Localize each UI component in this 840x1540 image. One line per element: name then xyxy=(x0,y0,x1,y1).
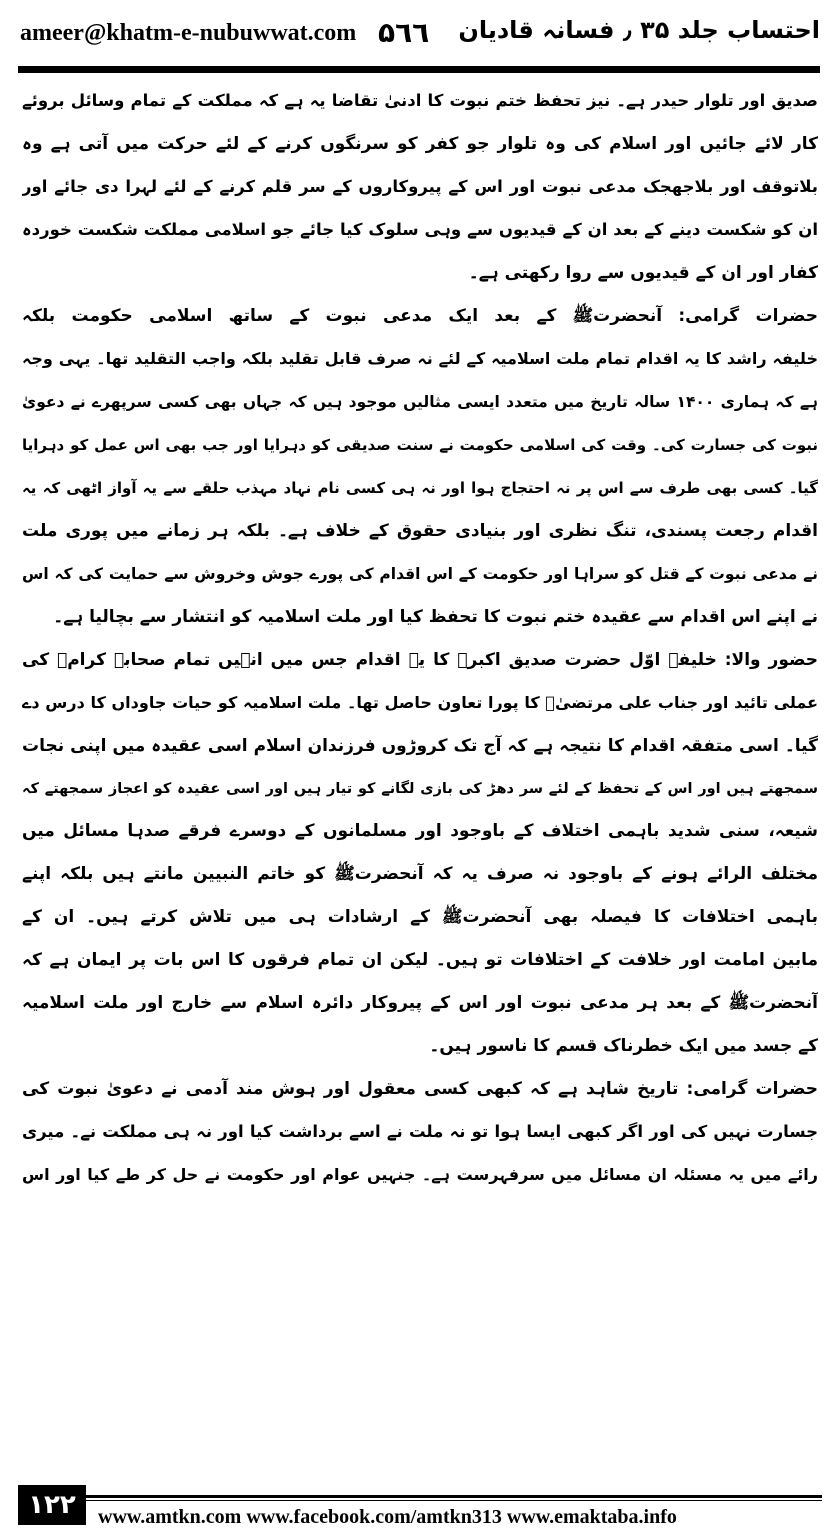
text-line: اقدام رجعت پسندی، تنگ نظری اور بنیادی حقوق کے خلاف ہے۔ بلکہ ہر زمانے میں پوری ملت xyxy=(22,520,818,541)
header-page-number: ۵٦٦ xyxy=(378,16,430,49)
text-line: کار لائے جائیں اور اسلام کی وہ تلوار جو کفر کو سرنگوں کرنے کے لئے حرکت میں آتی ہے وہ xyxy=(22,133,818,154)
text-line: عملی تائید اور جناب علی مرتضیٰؓ کا پورا تعاون حاصل تھا۔ ملت اسلامیہ کو حیات جاوداں کا درس دے xyxy=(22,692,818,712)
text-line: نے اپنے اس اقدام سے عقیدہ ختم نبوت کا تحفظ کیا اور ملت اسلامیہ کو انتشار سے بچالیا ہے۔ xyxy=(53,606,818,627)
header-book-title: احتساب جلد ۳۵ ٫ فسانہ قادیان xyxy=(458,16,820,44)
text-line: آنحضرتﷺ کے بعد ہر مدعی نبوت اور اس کے پیروکار دائرہ اسلام سے خارج اور ملت اسلامیہ xyxy=(22,993,818,1014)
text-line: کے جسد میں ایک خطرناک قسم کا ناسور ہیں۔ xyxy=(429,1036,818,1057)
text-line: حضور والا: خلیفہ اوّل حضرت صدیق اکبرؓ کا یہ اقدام جس میں انہیں تمام صحابہ کرامؓ کی xyxy=(22,649,818,670)
text-line: شیعہ، سنی شدید باہمی اختلاف کے باوجود اور مسلمانوں کے دوسرے فرقے صدہا مسائل میں xyxy=(22,821,818,842)
text-line: مختلف الرائے ہونے کے باوجود نہ صرف یہ کہ آنحضرتﷺ کو خاتم النبیین مانتے ہیں بلکہ اپنے xyxy=(22,864,818,885)
text-line: گیا۔ اسی متفقہ اقدام کا نتیجہ ہے کہ آج تک کروڑوں فرزندان اسلام اسی عقیدہ میں اپنی نجات xyxy=(22,735,818,756)
text-line: ہے کہ ہماری ۱۴۰۰ سالہ تاریخ میں متعدد ایسی مثالیں موجود ہیں کہ جہاں بھی کسی سرپھرے نے دعویٰ xyxy=(22,392,818,411)
footer-rule xyxy=(18,1495,822,1498)
text-line: مابین امامت اور خلافت کے اختلافات تو ہیں۔ لیکن ان تمام فرقوں کا اس بات پر ایمان ہے کہ xyxy=(22,950,818,971)
page-header xyxy=(0,0,840,62)
header-email: ameer@khatm-e-nubuwwat.com xyxy=(20,20,357,46)
text-line: صدیق اور تلوار حیدر ہے۔ نیز تحفظ ختم نبوت کا ادنیٰ تقاضا یہ ہے کہ مملکت کے تمام وسائل بروئے xyxy=(22,91,818,110)
text-line: رائے میں یہ مسئلہ ان مسائل میں سرفہرست ہے۔ جنہیں عوام اور حکومت نے حل کر طے کیا اور اس xyxy=(22,1165,818,1185)
text-line: نبوت کی جسارت کی۔ وقت کی اسلامی حکومت نے سنت صدیقی کو دہرایا اور جب بھی اس عمل کو دہرایا xyxy=(22,435,818,454)
text-line: حضرات گرامی: تاریخ شاہد ہے کہ کبھی کسی معقول اور ہوش مند آدمی نے دعویٰ نبوت کی xyxy=(22,1079,818,1100)
text-line: حضرات گرامی: آنحضرتﷺ کے بعد ایک مدعی نبوت کے ساتھ اسلامی حکومت بلکہ xyxy=(22,305,818,326)
text-line: کفار اور ان کے قیدیوں سے روا رکھتی ہے۔ xyxy=(468,262,818,283)
text-line: باہمی اختلافات کا فیصلہ بھی آنحضرتﷺ کے ارشادات ہی میں تلاش کرتے ہیں۔ ان کے xyxy=(22,907,818,928)
text-line: گیا۔ کسی بھی طرف سے اس پر نہ احتجاج ہوا اور نہ ہی کسی نام نہاد مہذب حلقے سے یہ آواز اٹھی کہ یہ xyxy=(22,478,818,497)
text-line: نے مدعی نبوت کے قتل کو سراہا اور حکومت کے اس اقدام کی پورے جوش وخروش سے حمایت کی کہ اس xyxy=(22,564,818,583)
text-line: جسارت نہیں کی اور اگر کبھی ایسا ہوا تو نہ ملت نے اسے برداشت کیا اور نہ ہی مملکت نے۔ میری xyxy=(22,1122,818,1142)
text-line: بلاتوقف اور بلاجھجک مدعی نبوت اور اس کے پیروکاروں کے سر قلم کرنے کے لئے لہرا دی جائے اور xyxy=(22,176,818,196)
page-footer xyxy=(0,1480,840,1540)
footer-page-number: ۱۲۲ xyxy=(18,1485,86,1525)
text-line: ان کو شکست دینے کے بعد ان کے قیدیوں سے وہی سلوک کیا جائے جو اسلامی مملکت شکست خوردہ xyxy=(22,219,818,239)
header-rule xyxy=(18,66,820,73)
footer-urls: www.amtkn.com www.facebook.com/amtkn313 www.emaktaba.info xyxy=(98,1506,677,1528)
body-text xyxy=(22,80,818,1455)
footer-rule-thin xyxy=(18,1500,822,1501)
text-line: سمجھتے ہیں اور اس کے تحفظ کے لئے سر دھڑ کی بازی لگانے کو تیار ہیں اور اسی عقیدہ کو اعجاز سمجھتے کہ xyxy=(22,780,818,797)
text-line: خلیفہ راشد کا یہ اقدام تمام ملت اسلامیہ کے لئے نہ صرف قابل تقلید بلکہ واجب التقلید تھا۔ یہی وجہ xyxy=(22,348,818,368)
